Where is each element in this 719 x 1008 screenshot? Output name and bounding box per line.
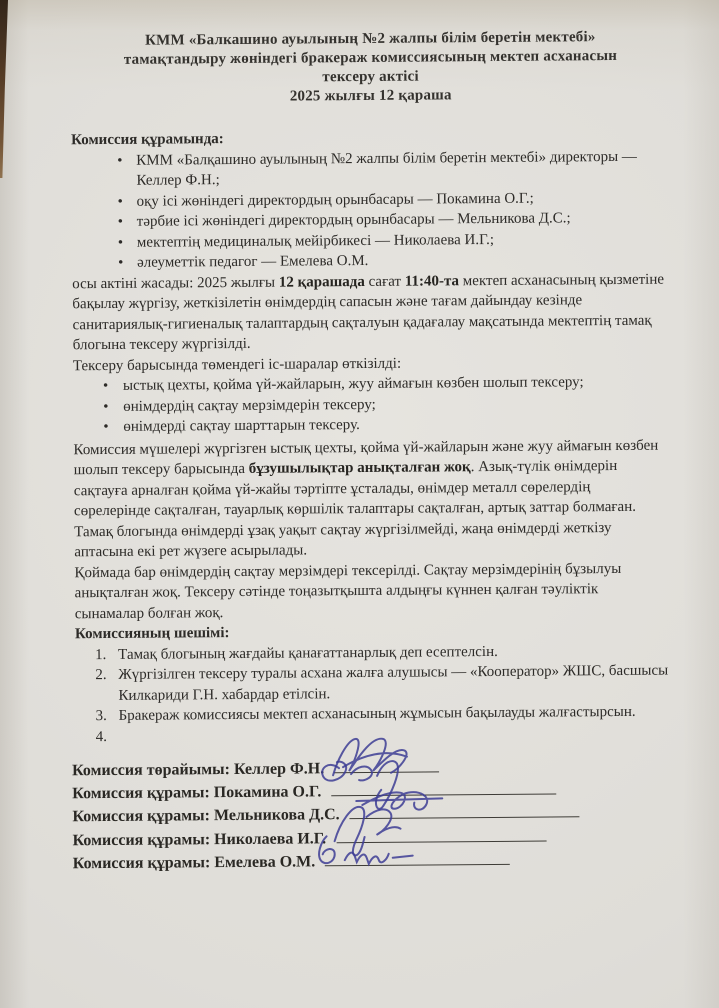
list-item: • тәрбие ісі жөніндегі директордың орынбасары — Мельникова Д.С.; bbox=[72, 208, 668, 233]
signature-name: Емелева О.М. bbox=[214, 853, 316, 871]
findings-text: . Азық-түлік өнімдерін сақтауға арналған қойма үй-жайы тәртіпте ұсталады, өнімдер металл сөрелердің сөрелерінде сақталған, тауарлық көршілік талаптары сақталған, артық заттар болмаған. Тамақ блогында өнімдерді ұзақ уақыт сақтау жүргізілмейді, жаңа өнімдерді жеткізу аптасына екі рет жүзеге асырылады. bbox=[73, 457, 637, 561]
intro-text: осы актіні жасады: 2025 жылғы bbox=[72, 274, 279, 292]
storage-paragraph: Қоймада бар өнімдердің сақтау мерзімдері тексерілді. Сақтау мерзімдерінің бұзылуы анықталған жоқ. Тексеру сәтінде тоңазытқышта алдыңғы күннен қалған тәуліктік сынамалар болған жоқ. bbox=[74, 560, 622, 622]
list-item: • мектептің медициналық мейірбикесі — Николаева И.Г.; bbox=[72, 228, 668, 253]
decision-number: 3. bbox=[95, 708, 107, 725]
intro-bold-time: 11:40-та bbox=[404, 272, 460, 290]
findings-bold: бұзушылықтар анықталған жоқ bbox=[248, 459, 471, 477]
signature-block bbox=[72, 757, 673, 878]
decision-text bbox=[119, 722, 672, 747]
document-title bbox=[70, 28, 671, 109]
decision-number: 1. bbox=[95, 646, 107, 663]
signature-label: Комиссия құрамы: bbox=[72, 830, 211, 849]
signature-label: Комиссия құрамы: bbox=[72, 807, 211, 826]
signature-underline bbox=[334, 759, 439, 773]
intro-text: мектеп асханасының қызметіне бақылау жүргізу, жеткізілетін өнімдердің сапасын және тағам дайындау кезінде санитариялық-гигиеналық талаптардың сақталуын қадағалау мақсатында мектептің тамақ блогына тексеру жүргізілді. bbox=[72, 271, 665, 354]
signature-underline bbox=[336, 828, 546, 843]
decision-text: Жүргізілген тексеру туралы асхана жалға алушысы — «Кооператор» ЖШС, басшысы Килкариди Г.Н. хабардар етілсін. bbox=[118, 662, 669, 704]
signature-underline bbox=[331, 782, 556, 797]
list-item bbox=[76, 722, 672, 747]
title-line: КММ «Балкашино ауылының №2 жалпы білім беретін мектебі» bbox=[144, 29, 596, 49]
decision-text: Тамақ блогының жағдайы қанағаттанарлық деп есептелсін. bbox=[118, 643, 498, 663]
activities-list bbox=[73, 372, 613, 438]
signature-row bbox=[73, 849, 673, 877]
signature-name: Покамина О.Г. bbox=[213, 783, 322, 802]
intro-bold-date: 12 қарашада bbox=[278, 273, 365, 291]
list-item: • әлеуметтік педагог — Емелева О.М. bbox=[72, 249, 668, 274]
list-item: • өнімдердің сақтау мерзімдерін тексеру; bbox=[73, 393, 613, 418]
document-body bbox=[71, 126, 673, 878]
commission-member-list bbox=[71, 146, 668, 274]
signature-underline bbox=[325, 852, 510, 866]
title-line: тексеру актісі bbox=[322, 68, 419, 86]
title-line: 2025 жылғы 12 қараша bbox=[289, 87, 452, 105]
signature-label: Комиссия құрамы: bbox=[72, 784, 210, 803]
list-item: • өнімдерді сақтау шарттарын тексеру. bbox=[73, 413, 613, 438]
intro-paragraph bbox=[72, 269, 669, 356]
signature-label: Комиссия құрамы: bbox=[72, 853, 211, 873]
signature-name: Николаева И.Г. bbox=[214, 829, 327, 848]
decision-text: Бракераж комиссиясы мектеп асханасының жұмысын бақылауды жалғастырсын. bbox=[118, 703, 636, 724]
decision-number: 2. bbox=[95, 667, 107, 684]
signature-name: Мельникова Д.С. bbox=[213, 806, 340, 825]
findings-paragraph bbox=[73, 435, 670, 563]
list-item: • оқу ісі жөніндегі директордың орынбасары — Покамина О.Г.; bbox=[71, 187, 667, 212]
title-line: тамақтандыру жөніндегі бракераж комиссиясының мектеп асханасын bbox=[123, 47, 618, 68]
decision-number: 4. bbox=[95, 728, 108, 745]
decision-heading: Комиссияның шешімі: bbox=[74, 625, 230, 643]
activities-heading: Тексеру барысында төмендегі іс-шаралар өткізілді: bbox=[72, 355, 402, 374]
intro-text: сағат bbox=[364, 273, 405, 290]
commission-heading: Комиссия құрамында: bbox=[71, 131, 224, 149]
signature-label: Комиссия төрайымы: bbox=[71, 761, 230, 780]
list-item: • КММ «Балқашино ауылының №2 жалпы білім беретін мектебі» директоры — Келлер Ф.Н.; bbox=[71, 146, 667, 192]
signature-underline bbox=[350, 805, 580, 820]
list-item bbox=[75, 661, 671, 707]
decision-list bbox=[75, 640, 672, 747]
list-item: • ыстық цехты, қойма үй-жайларын, жуу аймағын көзбен шолып тексеру; bbox=[73, 372, 613, 397]
findings-text: Комиссия мүшелері жүргізген ыстық цехты, қойма үй-жайларын және жуу аймағын көзбен шолып тексеру барысында bbox=[73, 437, 659, 479]
signature-name: Келлер Ф.Н. bbox=[233, 760, 325, 779]
